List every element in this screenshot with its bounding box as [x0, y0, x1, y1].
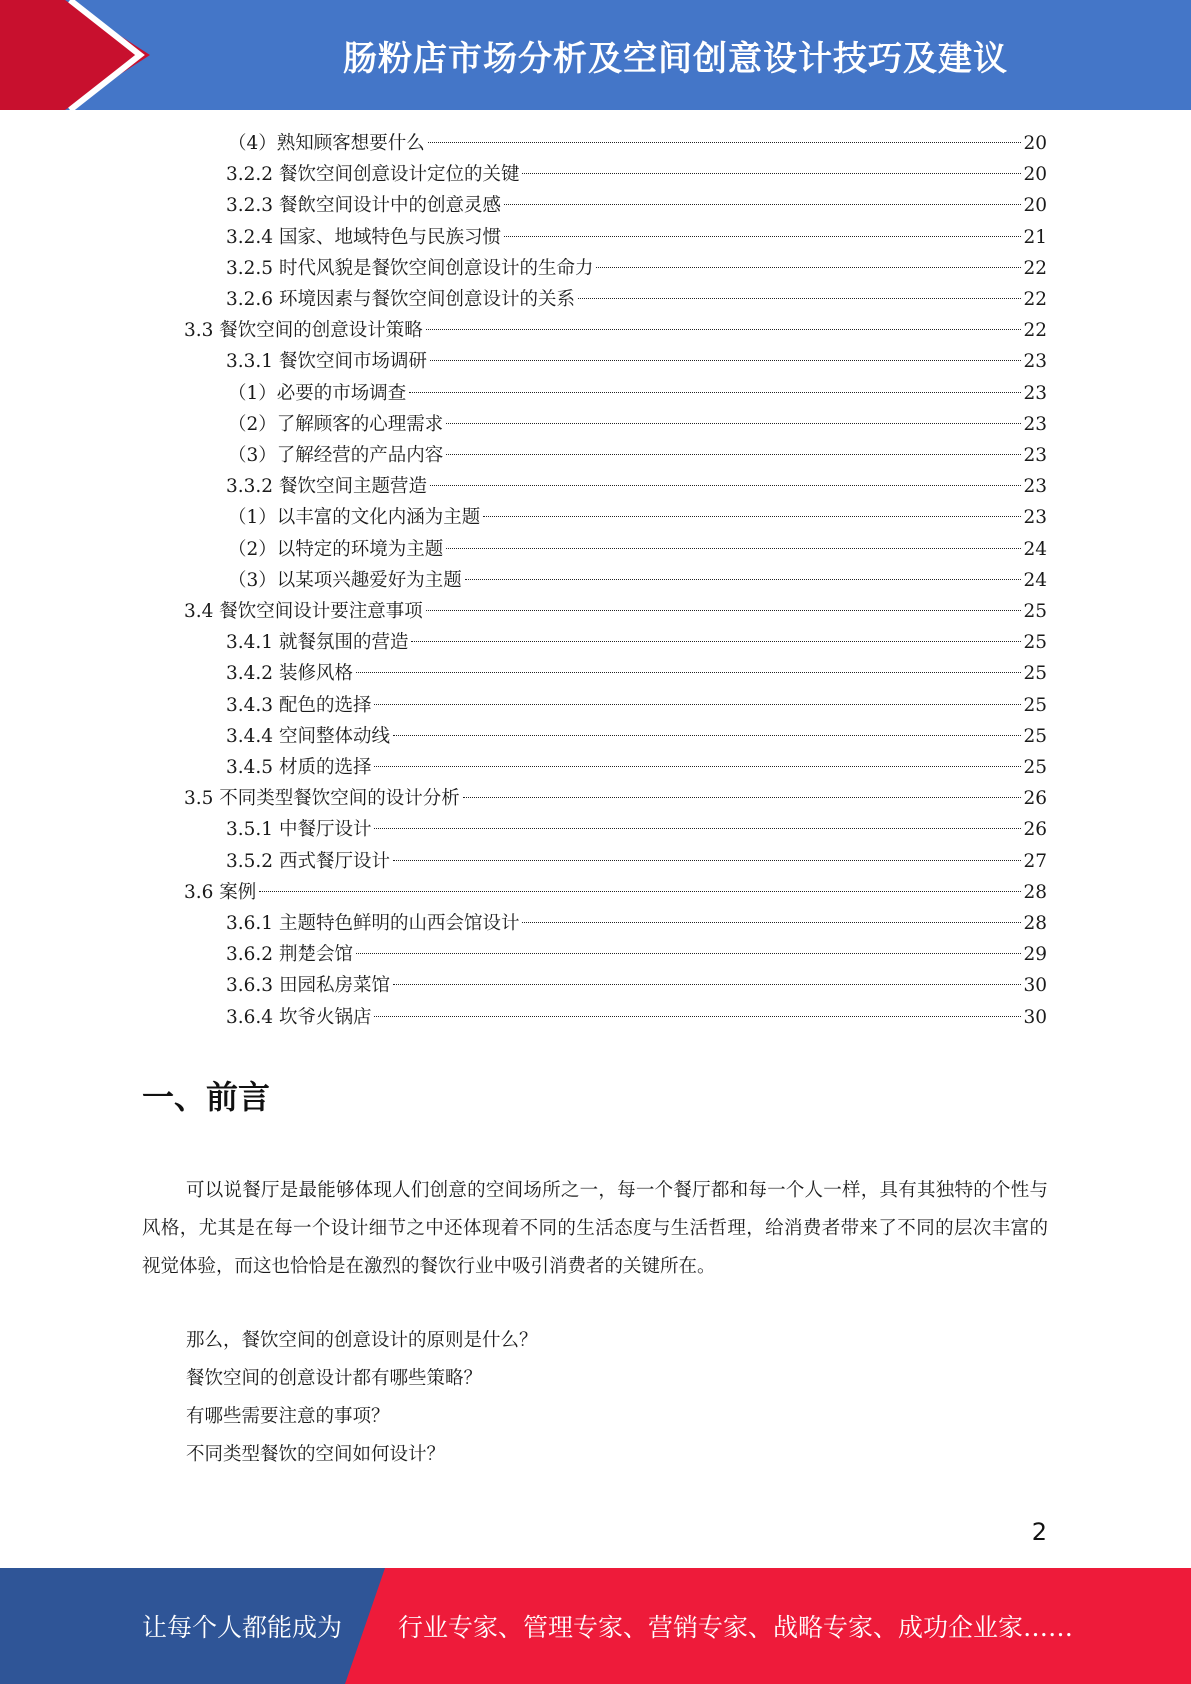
toc-entry-label: （2）以特定的环境为主题	[228, 538, 444, 560]
toc-entry-label: 3.5 不同类型餐饮空间的设计分析	[184, 788, 460, 810]
toc-entry-page: 22	[1023, 289, 1047, 310]
toc-dot-leader	[430, 485, 1021, 486]
toc-entry-label: 3.3.2 餐饮空间主题营造	[226, 476, 427, 498]
toc-entry-page: 25	[1023, 757, 1047, 778]
toc-entry-label: 3.5.2 西式餐厅设计	[226, 850, 390, 872]
toc-entry[interactable]	[184, 596, 1047, 627]
toc-entry-page: 22	[1023, 320, 1047, 342]
toc-dot-leader	[409, 392, 1021, 393]
preface-paragraph: 可以说餐厅是最能够体现人们创意的空间场所之一，每一个餐厅都和每一个人一样，具有其独特的个性与风格，尤其是在每一个设计细节之中还体现着不同的生活态度与生活哲理，给消费者带来了不同的层次丰富的视觉体验，而这也恰恰是在激烈的餐饮行业中吸引消费者的关键所在。	[142, 1180, 1048, 1277]
toc-dot-leader	[522, 922, 1021, 923]
toc-entry-label: 3.6.1 主题特色鲜明的山西会馆设计	[226, 913, 520, 934]
toc-entry-label: 3.4.1 就餐氛围的营造	[226, 632, 409, 654]
toc-entry[interactable]	[228, 440, 1047, 471]
toc-entry-page: 25	[1023, 663, 1047, 685]
toc-entry-page: 30	[1023, 975, 1047, 997]
toc-entry-page: 25	[1023, 632, 1047, 654]
toc-dot-leader	[356, 672, 1022, 673]
toc-entry-label: 3.2.5 时代风貌是餐饮空间创意设计的生命力	[226, 257, 594, 279]
toc-entry[interactable]	[226, 970, 1047, 1001]
toc-entry-page: 23	[1023, 382, 1047, 404]
toc-entry-label: （1）以丰富的文化内涵为主题	[228, 507, 481, 529]
page-footer	[0, 1568, 1191, 1684]
toc-entry-page: 25	[1023, 694, 1047, 716]
toc-entry-label: 3.2.3 餐飲空间设计中的创意灵感	[226, 195, 501, 217]
toc-entry[interactable]	[184, 315, 1047, 346]
footer-slogan-left: 让每个人都能成为	[142, 1613, 343, 1642]
toc-dot-leader	[426, 610, 1022, 611]
toc-entry-label: 3.6 案例	[184, 881, 257, 903]
toc-entry-label: 3.6.4 坎爷火锅店	[226, 1006, 372, 1028]
toc-entry-label: （3）以某项兴趣爱好为主题	[228, 569, 462, 591]
toc-entry[interactable]	[226, 471, 1047, 502]
toc-dot-leader	[463, 797, 1022, 798]
toc-entry-label: 3.2.6 环境因素与餐饮空间创意设计的关系	[226, 289, 575, 310]
toc-entry-label: 3.4 餐饮空间设计要注意事项	[184, 601, 423, 622]
toc-entry[interactable]	[228, 128, 1047, 159]
toc-entry-page: 25	[1023, 601, 1047, 622]
toc-entry[interactable]	[226, 908, 1047, 939]
toc-entry-label: 3.2.4 国家、地域特色与民族习惯	[226, 226, 501, 248]
toc-dot-leader	[393, 735, 1021, 736]
toc-entry[interactable]	[226, 627, 1047, 658]
toc-entry-page: 24	[1023, 569, 1047, 591]
header-red-arrow-decoration	[0, 0, 150, 110]
toc-entry-label: 3.3 餐饮空间的创意设计策略	[184, 320, 423, 342]
toc-entry[interactable]	[226, 190, 1047, 221]
toc-entry-page: 21	[1023, 226, 1047, 248]
toc-dot-leader	[374, 704, 1021, 705]
toc-entry-label: 3.3.1 餐饮空间市场调研	[226, 351, 427, 373]
toc-entry[interactable]	[226, 690, 1047, 721]
toc-dot-leader	[356, 953, 1022, 954]
toc-dot-leader	[504, 236, 1021, 237]
toc-entry[interactable]	[226, 346, 1047, 377]
toc-entry[interactable]	[226, 658, 1047, 689]
toc-dot-leader	[446, 454, 1021, 455]
toc-entry-label: 3.2.2 餐饮空间创意设计定位的关键	[226, 164, 520, 186]
section-heading: 一、前言	[142, 1078, 271, 1116]
toc-entry-label: 3.4.2 装修风格	[226, 663, 353, 685]
toc-entry[interactable]	[226, 284, 1047, 315]
toc-entry-label: 3.6.3 田园私房菜馆	[226, 975, 390, 997]
toc-entry[interactable]	[184, 783, 1047, 814]
page-header	[0, 0, 1191, 110]
toc-dot-leader	[374, 1016, 1021, 1017]
question-item: 不同类型餐饮的空间如何设计？	[186, 1444, 446, 1465]
toc-entry[interactable]	[228, 409, 1047, 440]
toc-entry-page: 27	[1023, 850, 1047, 872]
toc-dot-leader	[522, 173, 1021, 174]
toc-entry-page: 30	[1023, 1006, 1047, 1028]
toc-entry-label: （3）了解经营的产品内容	[228, 445, 444, 466]
toc-entry-page: 26	[1023, 819, 1047, 841]
toc-dot-leader	[596, 267, 1021, 268]
toc-entry-page: 23	[1023, 351, 1047, 373]
toc-entry-page: 23	[1023, 476, 1047, 498]
toc-entry-page: 23	[1023, 507, 1047, 529]
toc-entry-page: 28	[1023, 913, 1047, 934]
toc-entry[interactable]	[228, 502, 1047, 533]
toc-entry[interactable]	[228, 534, 1047, 565]
toc-dot-leader	[465, 579, 1022, 580]
toc-dot-leader	[426, 329, 1022, 330]
toc-entry[interactable]	[228, 565, 1047, 596]
toc-dot-leader	[504, 204, 1021, 205]
toc-dot-leader	[374, 828, 1021, 829]
toc-entry-page: 23	[1023, 445, 1047, 466]
toc-dot-leader	[446, 423, 1021, 424]
toc-dot-leader	[446, 548, 1021, 549]
toc-dot-leader	[578, 298, 1021, 299]
toc-entry-label: （1）必要的市场调查	[228, 382, 407, 404]
question-list	[186, 1322, 538, 1474]
question-item: 有哪些需要注意的事项？	[186, 1406, 390, 1427]
header-title: 肠粉店市场分析及空间创意设计技巧及建议	[343, 38, 1008, 79]
question-item: 餐饮空间的创意设计都有哪些策略？	[186, 1368, 483, 1389]
toc-entry[interactable]	[226, 159, 1047, 190]
toc-entry-label: 3.5.1 中餐厅设计	[226, 819, 372, 841]
toc-entry-label: （4）熟知顾客想要什么	[228, 133, 425, 154]
toc-entry[interactable]	[184, 877, 1047, 908]
toc-entry[interactable]	[226, 1002, 1047, 1033]
page-number: 2	[1031, 1518, 1047, 1546]
toc-entry-page: 20	[1023, 195, 1047, 217]
toc-entry-page: 28	[1023, 881, 1047, 903]
toc-entry-label: （2）了解顾客的心理需求	[228, 413, 444, 435]
toc-dot-leader	[374, 766, 1021, 767]
toc-entry-page: 24	[1023, 538, 1047, 560]
toc-entry-page: 29	[1023, 944, 1047, 966]
toc-entry-page: 20	[1023, 133, 1047, 154]
toc-entry[interactable]	[226, 721, 1047, 752]
question-item: 那么，餐饮空间的创意设计的原则是什么？	[186, 1330, 538, 1351]
toc-entry-label: 3.4.5 材质的选择	[226, 757, 372, 778]
toc-entry[interactable]	[226, 253, 1047, 284]
toc-entry[interactable]	[226, 939, 1047, 970]
toc-entry-page: 25	[1023, 725, 1047, 747]
toc-entry-page: 20	[1023, 164, 1047, 186]
toc-entry[interactable]	[226, 846, 1047, 877]
toc-dot-leader	[259, 891, 1021, 892]
toc-entry-label: 3.6.2 荆楚会馆	[226, 944, 353, 966]
toc-entry[interactable]	[226, 222, 1047, 253]
toc-entry-page: 22	[1023, 257, 1047, 279]
toc-dot-leader	[428, 142, 1022, 143]
toc-dot-leader	[393, 984, 1021, 985]
footer-slogan-right: 行业专家、管理专家、营销专家、战略专家、成功企业家……	[398, 1613, 1074, 1642]
toc-dot-leader	[430, 360, 1021, 361]
toc-dot-leader	[483, 516, 1021, 517]
toc-dot-leader	[393, 860, 1021, 861]
toc-dot-leader	[411, 641, 1021, 642]
toc-entry-label: 3.4.3 配色的选择	[226, 694, 372, 716]
toc-entry-page: 26	[1023, 788, 1047, 810]
toc-entry-page: 23	[1023, 413, 1047, 435]
toc-entry[interactable]	[226, 814, 1047, 845]
toc-entry[interactable]	[226, 752, 1047, 783]
toc-entry[interactable]	[228, 378, 1047, 409]
toc-entry-label: 3.4.4 空间整体动线	[226, 725, 390, 747]
